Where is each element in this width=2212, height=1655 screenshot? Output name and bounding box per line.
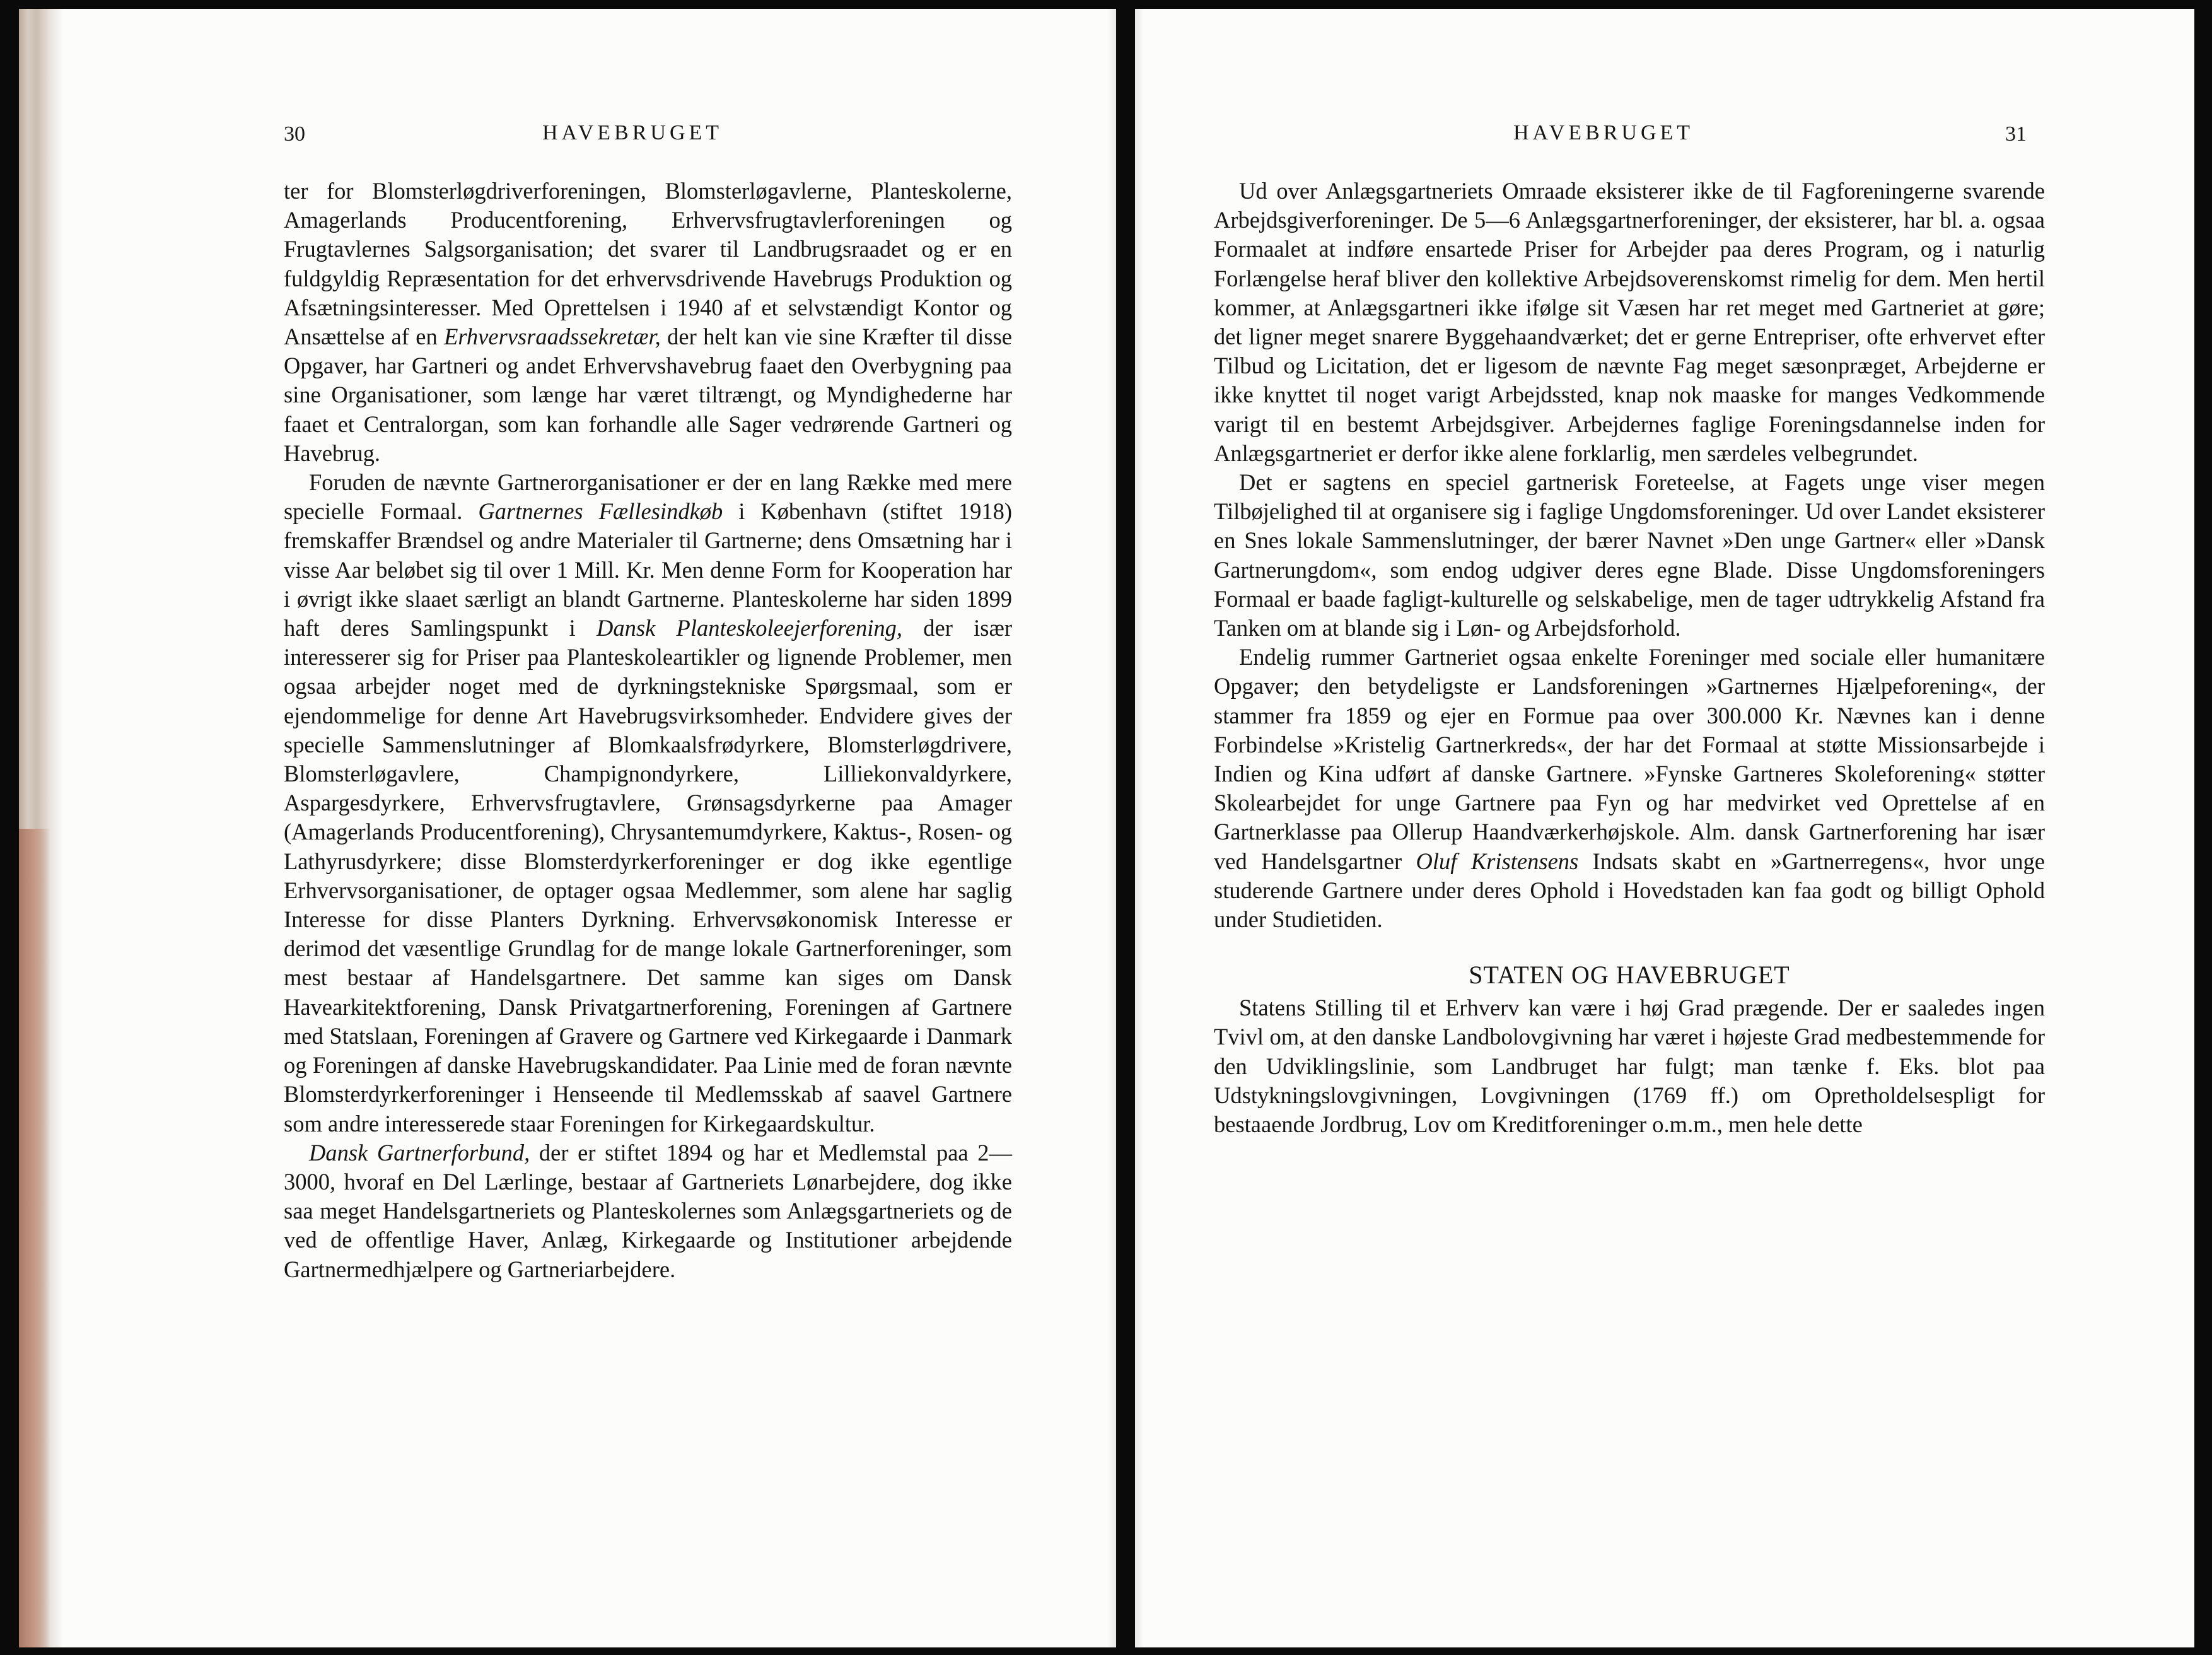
paragraph bbox=[1214, 643, 2045, 934]
running-head: HAVEBRUGET bbox=[542, 121, 723, 144]
paragraph bbox=[284, 1138, 1012, 1284]
text-run: Indsats skabt en »Gartnerregens«, hvor unge studerende Gartnere under deres Ophold i Hovedstaden kan faa godt og billigt Ophold under Studietiden. bbox=[1214, 848, 2045, 933]
text-run: Statens Stilling til et Erhverv kan være i høj Grad prægende. Der er saaledes ingen Tvivl om, at den danske Landbolovgivning har været i højeste Grad medbestemmende for den Udviklingslinie, som Landbruget har fulgt; man tænke f. Eks. blot paa Udstykningslovgivningen, Lovgivningen (1769 ff.) om Opretholdelsespligt for bestaaende Jordbrug, Lov om Kreditforeninger o.m.m., men hele dette bbox=[1214, 995, 2045, 1138]
text-run: der helt kan vie sine Kræfter til disse Opgaver, har Gartneri og andet Erhvervshavebrug faaet den Overbygning paa sine Organisationer, som længe har været tiltrængt, og Myndighederne har faaet et Centralorgan, som kan forhandle alle Sager vedrørende Gartneri og Havebrug. bbox=[284, 324, 1012, 466]
italic-run: Oluf Kristensens bbox=[1416, 848, 1579, 874]
italic-run: Dansk Gartnerforbund, bbox=[309, 1139, 530, 1166]
page-binding-edge-tint bbox=[19, 829, 50, 1647]
paragraph-group bbox=[1214, 177, 2045, 934]
text-run: Foruden de nævnte Gartnerorganisationer er der en lang Række med mere specielle Formaal. bbox=[284, 469, 1012, 525]
page-edge-shadow bbox=[1135, 9, 1144, 1647]
page-edge-shadow bbox=[1107, 9, 1116, 1647]
text-run: i København (stiftet 1918) fremskaffer Brændsel og andre Materialer til Gartnerne; dens Omsætning har i visse Aar beløbet sig til over 1 Mill. Kr. Men denne Form for Kooperation har i øvrigt ikke slaaet særligt an blandt Gartnerne. Planteskolerne har siden 1899 haft deres Samlingspunkt i bbox=[284, 498, 1012, 641]
italic-run: Gartnernes Fællesindkøb bbox=[478, 498, 723, 525]
italic-run: Dansk Planteskoleejerforening, bbox=[597, 615, 903, 641]
italic-run: Erhvervsraadssekretær, bbox=[444, 324, 661, 350]
section-heading: STATEN OG HAVEBRUGET bbox=[1469, 961, 1790, 990]
right-page bbox=[1135, 9, 2194, 1647]
running-head: HAVEBRUGET bbox=[1513, 121, 1694, 144]
page-number: 30 bbox=[284, 122, 305, 146]
text-run: der er stiftet 1894 og har et Medlemstal paa 2—3000, hvoraf en Del Lærlinge, bestaar af Gartneriets Lønarbejdere, dog ikke saa meget Handelsgartneriets og Planteskolernes som Anlægsgartneriets og de ved de offentlige Haver, Anlæg, Kirkegaarde og Institutioner arbejdende Gartnermedhjælpere og Gartneriarbejdere. bbox=[284, 1139, 1012, 1282]
paragraph bbox=[284, 468, 1012, 1138]
paragraph bbox=[1214, 468, 2045, 643]
paragraph bbox=[1214, 993, 2045, 1139]
paragraph bbox=[1214, 177, 2045, 468]
text-run: ter for Blomsterløgdriverforeningen, Blomsterløgavlerne, Planteskolerne, Amagerlands Producentforening, Erhvervsfrugtavlerforeningen og Frugtavlernes Salgsorganisation; det svarer til Landbrugsraadet og er en fuldgyldig Repræsentation for det erhvervsdrivende Havebrugs Produktion og Afsætningsinteresser. Med Oprettelsen i 1940 af et selvstændigt Kontor og Ansættelse af en bbox=[284, 178, 1012, 350]
text-run: Det er sagtens en speciel gartnerisk Foreteelse, at Fagets unge viser megen Tilbøjelighed til at organisere sig i faglige Ungdomsforeninger. Ud over Landet eksisterer en Snes lokale Sammenslutninger, der bærer Navnet »Den unge Gartner« eller »Dansk Gartnerungdom«, som endog udgiver deres egne Blade. Disse Ungdomsforeningers Formaal er baade fagligt-kulturelle og selskabelige, men de tager udtrykkelig Afstand fra Tanken om at blande sig i Løn- og Arbejdsforhold. bbox=[1214, 469, 2045, 641]
paragraph bbox=[284, 177, 1012, 468]
paragraph-group bbox=[1214, 993, 2045, 1139]
body-text bbox=[284, 177, 1012, 1284]
text-run: der især interesserer sig for Priser paa Planteskoleartikler og lignende Problemer, men ogsaa arbejder noget med de dyrkningstekniske Spørgsmaal, som er ejendommelige for denne Art Havebrugsvirksomheder. Endvidere gives der specielle Sammenslutninger af Blomkaalsfrødyrkere, Blomsterløgdrivere, Blomsterløgavlere, Champignondyrkere, Lilliekonvaldyrkere, Aspargesdyrkere, Erhvervsfrugtavlere, Grønsagsdyrkerne paa Amager (Amagerlands Producentforening), Chrysantemumdyrkere, Kaktus-, Rosen- og Lathyrusdyrkere; disse Blomsterdyrkerforeninger er dog ikke egentlige Erhvervsorganisationer, de optager ogsaa Medlemmer, som alene har saglig Interesse for disse Planters Dyrkning. Erhvervsøkonomisk Interesse er derimod det væsentlige Grundlag for de mange lokale Gartnerforeninger, som mest bestaar af Handelsgartnere. Det samme kan siges om Dansk Havearkitektforening, Dansk Privatgartnerforening, Foreningen af Gartnere med Statslaan, Foreningen af Gravere og Gartnere ved Kirkegaarde i Danmark og Foreningen af danske Havebrugskandidater. Paa Linie med de foran nævnte Blomsterdyrkerforeninger i Henseende til Medlemsskab af saavel Gartnere som andre interesserede staar Foreningen for Kirkegaardskultur. bbox=[284, 615, 1013, 1137]
text-run: Ud over Anlægsgartneriets Omraade eksisterer ikke de til Fagforeningerne svarende Arbejdsgiverforeninger. De 5—6 Anlægsgartnerforeninger, der eksisterer, har bl. a. ogsaa Formaalet at indføre ensartede Priser for Arbejder paa deres Program, og i naturlig Forlængelse heraf bliver den kollektive Arbejdsoverenskomst rimelig for dem. Men hertil kommer, at Anlægsgartneri ikke ifølge sit Væsen har ret meget med Gartneriet at gøre; det ligner meget snarere Byggehaandværket; det er gerne Entrepriser, ofte erhvervet efter Tilbud og Licitation, det er ligesom de nævnte Fag meget sæsonpræget, Arbejderne er ikke knyttet til noget varigt Arbejdssted, knap nok maaske for manges Vedkommende varigt til en bestemt Arbejdsgiver. Arbejdernes faglige Foreningsdannelse inden for Anlægsgartneriet er derfor ikke alene forklarlig, men særdeles velbegrundet. bbox=[1214, 178, 2045, 466]
body-text bbox=[1214, 177, 2045, 1139]
left-page bbox=[19, 9, 1116, 1647]
page-number: 31 bbox=[2005, 122, 2027, 146]
text-run: Endelig rummer Gartneriet ogsaa enkelte Foreninger med sociale eller humanitære Opgaver; den betydeligste er Landsforeningen »Gartnernes Hjælpeforening«, der stammer fra 1859 og ejer en Formue paa over 300.000 Kr. Nævnes kan i denne Forbindelse »Kristelig Gartnerkreds«, der har det Formaal at støtte Missionsarbejde i Indien og Kina udført af danske Gartnere. »Fynske Gartneres Skoleforening« støtter Skolearbejdet for unge Gartnere paa Fyn og har medvirket ved Oprettelse af en Gartnerklasse paa Ollerup Haandværkerhøjskole. Alm. dansk Gartnerforening har især ved Handelsgartner bbox=[1214, 644, 2045, 874]
